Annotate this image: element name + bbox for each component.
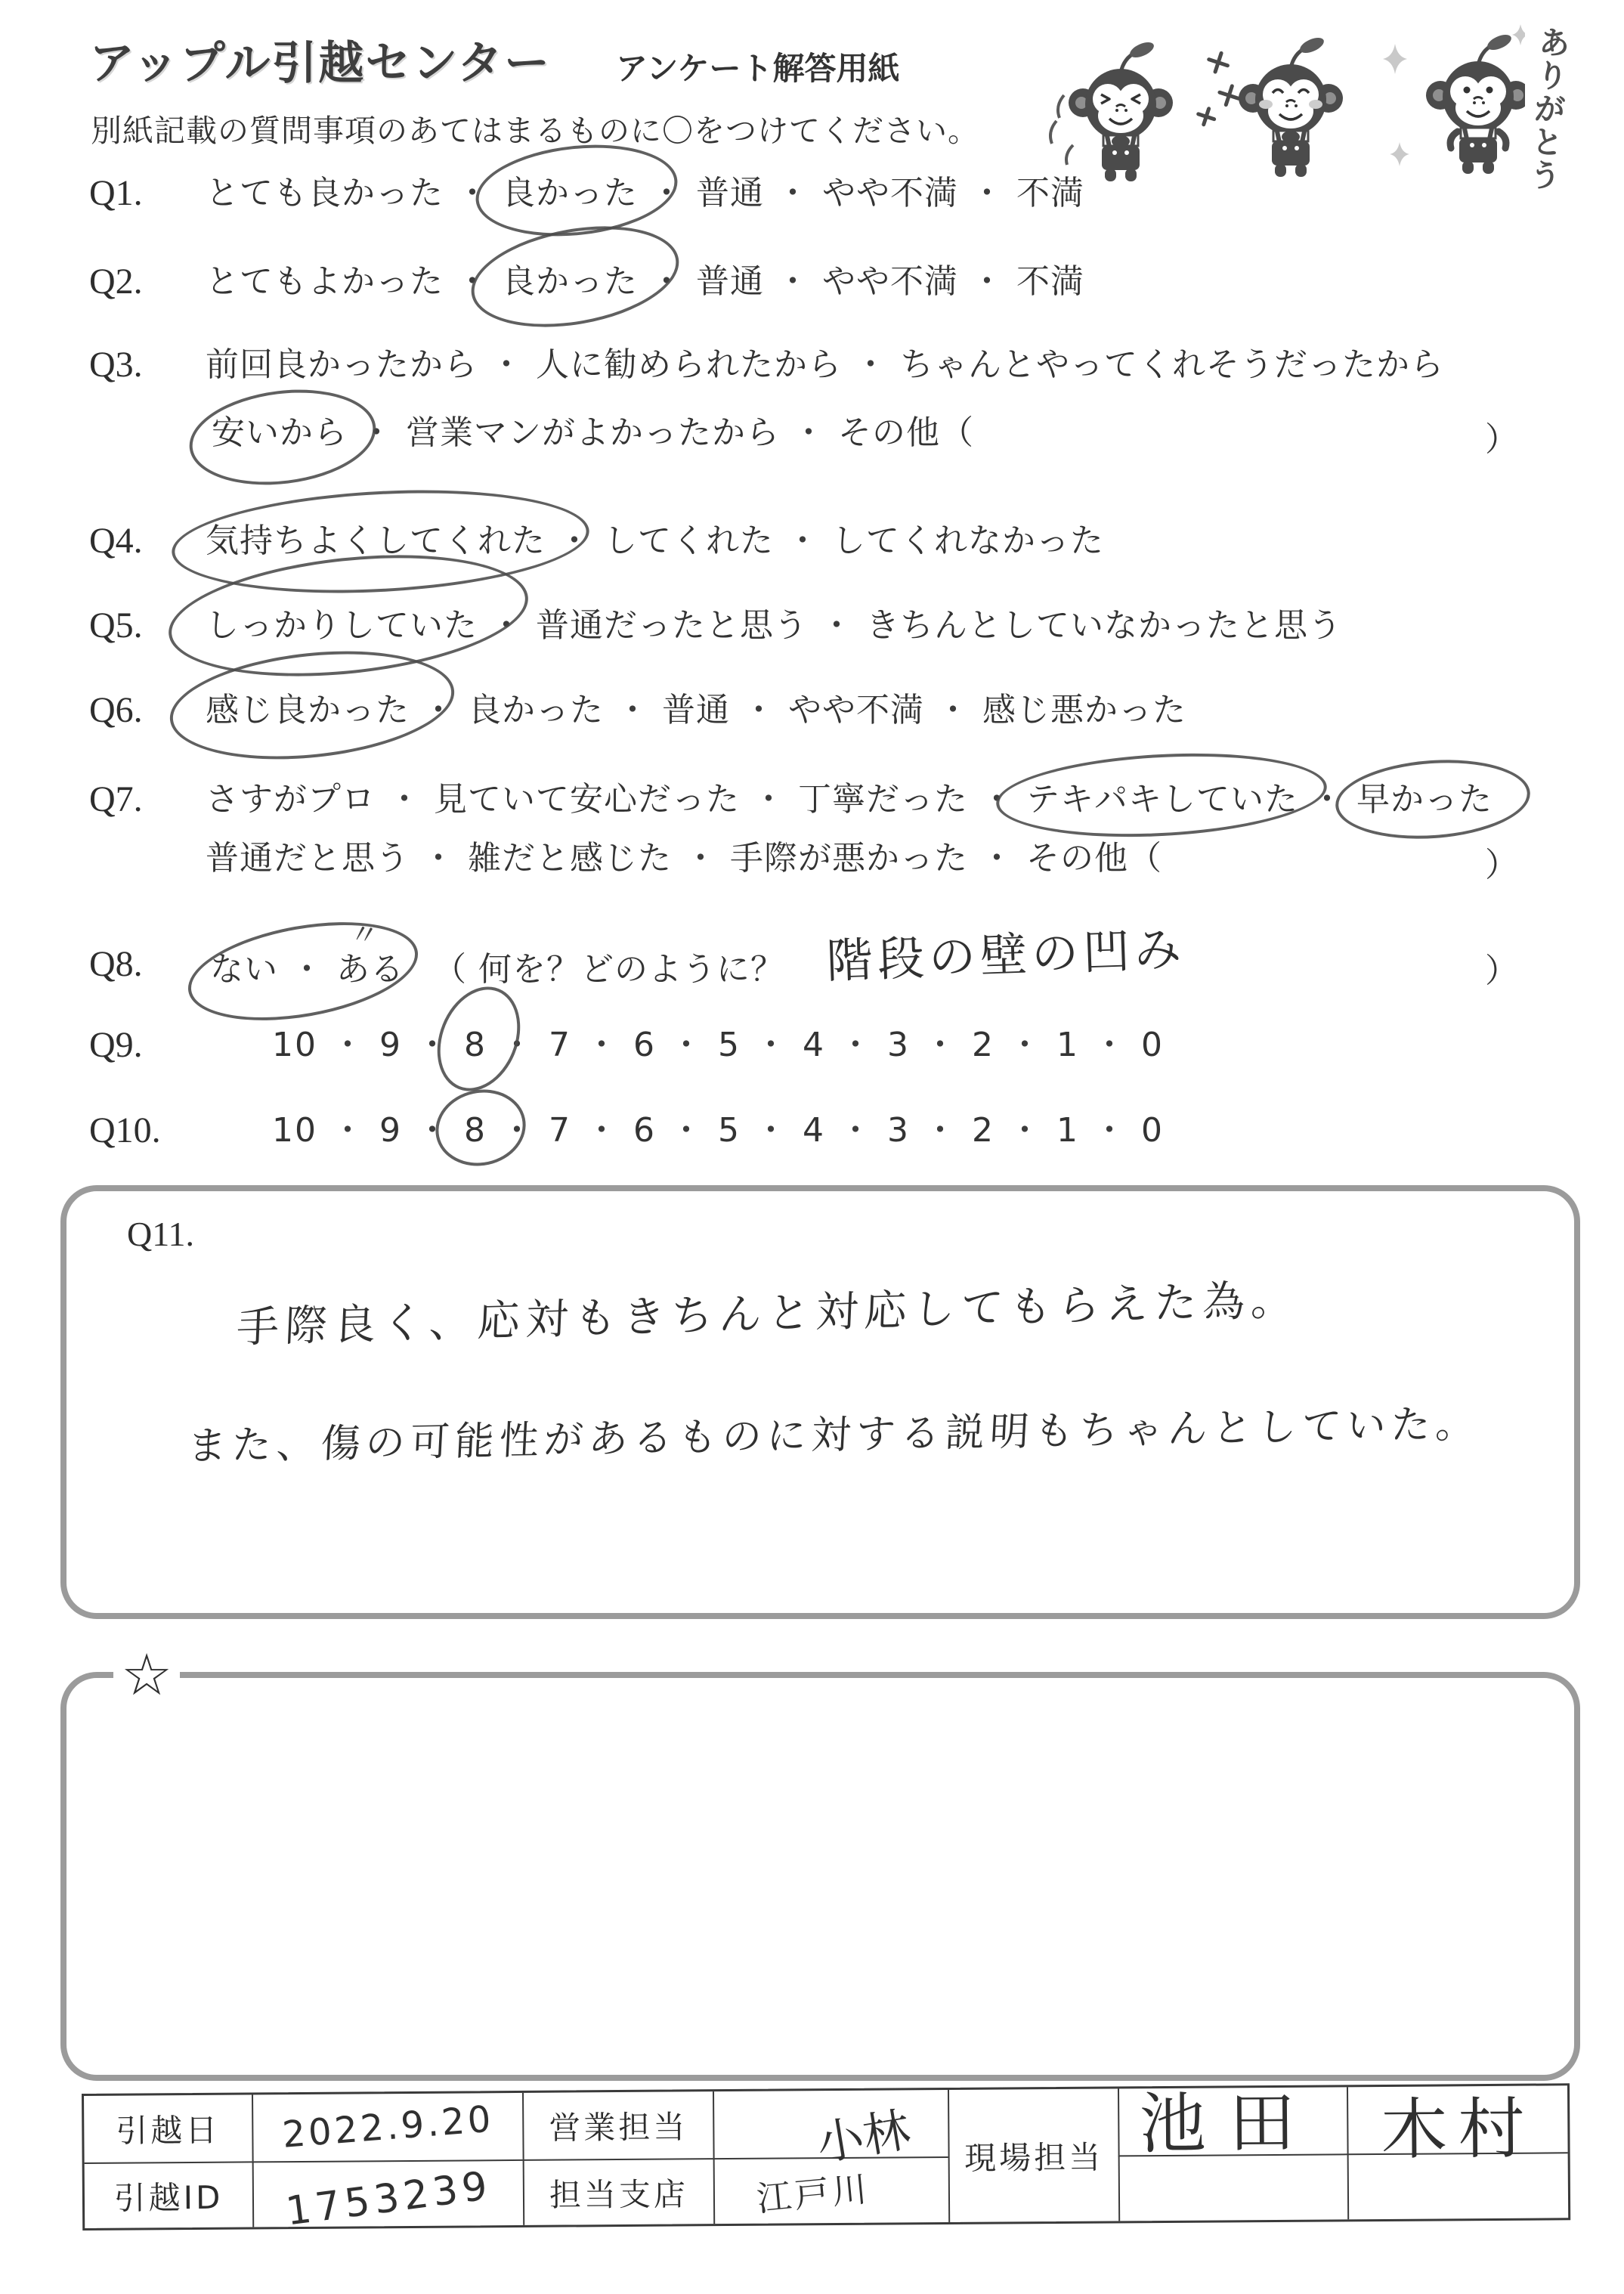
answer-option: 普通 <box>696 262 764 301</box>
answer-option: 9 <box>379 1111 402 1150</box>
question-label-q1: Q1. <box>89 173 143 213</box>
answer-option: 5 <box>718 1111 741 1150</box>
question-options-q7-row2 <box>206 837 1162 880</box>
answer-option: 前回良かったから <box>206 345 478 384</box>
move-date-label: 引越日 <box>116 2111 221 2150</box>
monkey-happy <box>1426 32 1525 174</box>
answer-option: 8 <box>464 1110 487 1152</box>
option-separator: ・ <box>1008 1026 1043 1064</box>
handwritten-crew-signature-1: 池田 <box>1139 2083 1319 2163</box>
site-crew-value-1 <box>1118 2083 1347 2163</box>
question-options-q5-row1 <box>206 605 1342 647</box>
answer-option: 7 <box>549 1026 571 1064</box>
closing-paren: ） <box>1485 846 1518 884</box>
answer-option: 4 <box>803 1026 825 1064</box>
question-options-q3-row1 <box>206 344 1444 386</box>
answer-option: その他（ <box>1026 839 1162 878</box>
answer-option: 7 <box>549 1111 571 1150</box>
answer-option: 普通だったと思う <box>536 606 808 645</box>
answer-option: その他（ <box>838 413 974 452</box>
option-separator: ・ <box>490 345 524 384</box>
handwritten-answer: 階段の壁の凹み <box>824 921 1187 989</box>
q11-handwritten-line2: また、傷の可能性があるものに対する説明もちゃんとしていた。 <box>186 1401 1482 1469</box>
monkey-smiling <box>1239 35 1343 177</box>
answer-option: 4 <box>803 1111 825 1150</box>
answer-option: 丁寧だった <box>798 780 968 819</box>
answer-option: やや不満 <box>788 691 924 729</box>
option-separator: ・ <box>980 839 1014 878</box>
option-separator: ・ <box>585 1111 620 1150</box>
thanks-text: ありがとう <box>1523 24 1573 193</box>
answer-option: してくれなかった <box>832 522 1104 560</box>
option-separator: ・ <box>360 413 394 452</box>
question-options-q1-row1 <box>206 172 1084 215</box>
answer-option: 3 <box>887 1026 910 1064</box>
option-separator: ・ <box>923 1026 958 1064</box>
answer-option: 普通 <box>696 174 764 212</box>
answer-option: 10 <box>272 1026 317 1064</box>
star-icon: ☆ <box>113 1646 180 1704</box>
answer-option: ちゃんとやってくれそうだったから <box>900 345 1444 384</box>
answer-option: ある 〃 <box>336 949 404 991</box>
closing-paren: ） <box>1485 952 1518 990</box>
answer-option: やや不満 <box>822 262 958 301</box>
answer-option: 6 <box>633 1026 656 1064</box>
question-label-q6: Q6. <box>89 690 143 730</box>
answer-option: 2 <box>972 1026 995 1064</box>
option-separator: ・ <box>1093 1026 1128 1064</box>
answer-option: 安いから <box>212 412 348 454</box>
handwritten-branch-name: 江戸川 <box>754 2167 871 2219</box>
move-date-value <box>252 2093 523 2161</box>
option-separator: ・ <box>422 691 456 729</box>
answer-option: 良かった <box>468 691 604 729</box>
answer-option: 良かった <box>502 261 638 303</box>
option-separator: ・ <box>742 691 776 729</box>
option-separator: ・ <box>456 262 490 301</box>
question-label-q10: Q10. <box>89 1110 161 1150</box>
option-separator: ・ <box>786 522 820 560</box>
option-separator: ・ <box>792 413 826 452</box>
answer-option: 良かった <box>502 172 638 215</box>
question-label-q5: Q5. <box>89 605 143 645</box>
answer-option: 感じ悪かった <box>982 691 1186 729</box>
option-separator: ・ <box>820 606 854 645</box>
q11-handwritten-line1: 手際良く、応対もきちんと対応してもらえた為。 <box>235 1275 1301 1353</box>
option-separator: ・ <box>936 691 970 729</box>
option-separator: ・ <box>839 1026 874 1064</box>
answer-option: 手際が悪かった <box>730 839 968 878</box>
answer-option: 9 <box>379 1026 402 1064</box>
option-separator: ・ <box>456 174 490 212</box>
star-comment-box <box>60 1641 1580 2081</box>
option-separator: ・ <box>980 780 1014 819</box>
option-separator: ・ <box>650 174 684 212</box>
sales-rep-value <box>713 2090 948 2172</box>
answer-option: とてもよかった <box>206 262 444 301</box>
question-options-q10-row1 <box>272 1110 1164 1152</box>
handwritten-circle-mark <box>1333 754 1533 845</box>
answer-option: 0 <box>1141 1111 1164 1150</box>
option-separator: ・ <box>776 262 810 301</box>
answer-option: 見ていて安心だった <box>434 780 740 819</box>
option-separator: ・ <box>754 1026 789 1064</box>
handwritten-sales-rep-signature: 小林 <box>812 2101 915 2172</box>
closing-paren: ） <box>1485 420 1518 459</box>
answer-option: 8 <box>464 1024 487 1067</box>
answer-option: テキパキしていた <box>1026 779 1298 821</box>
question-label-q2: Q2. <box>89 262 143 302</box>
q11-comment-box <box>60 1185 1580 1619</box>
option-separator: ・ <box>490 606 524 645</box>
answer-option: 0 <box>1141 1026 1164 1064</box>
option-separator: ・ <box>290 950 324 989</box>
option-separator: ・ <box>970 262 1004 301</box>
answer-option: 6 <box>633 1111 656 1150</box>
move-id-label: 引越ID <box>85 2161 253 2228</box>
answer-option: 1 <box>1056 1026 1079 1064</box>
form-instruction: 別紙記載の質問事項のあてはまるものに〇をつけてください。 <box>91 113 979 149</box>
branch-label: 担当支店 <box>523 2158 714 2225</box>
answer-option: 感じ良かった <box>206 689 410 732</box>
handwritten-circle-mark <box>994 746 1329 845</box>
option-separator: ・ <box>752 780 786 819</box>
question-options-q6-row1 <box>206 689 1186 732</box>
answer-option: 普通 <box>662 691 730 729</box>
form-subtitle: アンケート解答用紙 <box>616 50 900 87</box>
option-separator: ・ <box>776 174 810 212</box>
option-separator: ・ <box>1093 1111 1128 1150</box>
handwritten-circle-mark <box>184 379 381 494</box>
option-separator: ・ <box>854 345 888 384</box>
answer-option: やや不満 <box>822 174 958 212</box>
site-crew-value-2 <box>1347 2085 1568 2169</box>
answer-option: 営業マンがよかったから <box>406 413 780 452</box>
option-separator: ・ <box>331 1111 366 1150</box>
question-label-q8: Q8. <box>89 944 143 984</box>
answer-option: 不満 <box>1016 174 1084 212</box>
option-separator: ・ <box>616 691 650 729</box>
option-separator: ・ <box>650 262 684 301</box>
option-separator: ・ <box>684 839 718 878</box>
option-separator: ・ <box>416 1026 450 1064</box>
option-separator: ・ <box>1008 1111 1043 1150</box>
question-prompt-paren: （ 何を？どのように？ <box>433 950 784 989</box>
option-separator: ・ <box>839 1111 874 1150</box>
handwritten-crew-signature-2: 木村 <box>1380 2089 1536 2169</box>
question-options-q7-row1 <box>206 779 1493 821</box>
answer-option: してくれた <box>604 522 774 560</box>
handwritten-move-date: 2022.9.20 <box>280 2097 496 2156</box>
sales-rep-label: 営業担当 <box>522 2091 713 2159</box>
option-separator: ・ <box>754 1111 789 1150</box>
option-separator: ・ <box>416 1111 450 1150</box>
question-label-q7: Q7. <box>89 779 143 819</box>
answer-option: 3 <box>887 1111 910 1150</box>
answer-option: 2 <box>972 1111 995 1150</box>
answer-option: 5 <box>718 1026 741 1064</box>
answer-option: しっかりしていた <box>206 605 478 647</box>
option-separator: ・ <box>422 839 456 878</box>
answer-option: 10 <box>272 1111 317 1150</box>
option-separator: ・ <box>670 1111 704 1150</box>
answer-option: 普通だと思う <box>206 839 410 878</box>
option-separator: ・ <box>585 1026 620 1064</box>
move-id-value <box>252 2159 524 2234</box>
monkey-mascots-illustration <box>1041 14 1525 201</box>
handwritten-move-id: 1753239 <box>283 2162 495 2234</box>
handwritten-ditto-mark: 〃 <box>348 916 382 954</box>
answer-option: とても良かった <box>206 174 444 212</box>
question-options-q4-row1 <box>206 520 1104 562</box>
question-options-q3-row2 <box>212 412 974 454</box>
option-separator: ・ <box>331 1026 366 1064</box>
answer-option: さすがプロ <box>206 780 376 819</box>
footer-table <box>82 2083 1570 2234</box>
company-title: アップル引越センター <box>89 37 551 90</box>
question-label-q9: Q9. <box>89 1025 143 1065</box>
option-separator: ・ <box>558 522 592 560</box>
handwritten-circle-mark <box>165 639 459 772</box>
handwritten-circle-mark <box>169 481 592 603</box>
option-separator: ・ <box>1310 780 1344 819</box>
answer-option: きちんとしていなかったと思う <box>866 606 1342 645</box>
monkey-laughing <box>1069 39 1173 181</box>
answer-option: 人に勧められたから <box>536 345 842 384</box>
option-separator: ・ <box>923 1111 958 1150</box>
option-separator: ・ <box>388 780 422 819</box>
answer-option: ない <box>210 950 278 989</box>
question-label-q4: Q4. <box>89 521 143 561</box>
option-separator: ・ <box>500 1026 535 1064</box>
answer-option: 1 <box>1056 1111 1079 1150</box>
site-crew-label: 現場担当 <box>948 2088 1118 2222</box>
option-separator: ・ <box>970 174 1004 212</box>
answer-option: 気持ちよくしてくれた <box>206 520 546 562</box>
option-separator: ・ <box>670 1026 704 1064</box>
question-options-q8-row1 <box>210 916 1187 991</box>
question-options-q2-row1 <box>206 261 1084 303</box>
answer-option: 雑だと感じた <box>468 839 672 878</box>
option-separator: ・ <box>500 1111 535 1150</box>
question-label-q3: Q3. <box>89 345 143 385</box>
question-options-q9-row1 <box>272 1024 1164 1067</box>
answer-option: 早かった <box>1356 779 1493 821</box>
answer-option: 不満 <box>1016 262 1084 301</box>
q11-label: Q11. <box>127 1215 195 1253</box>
